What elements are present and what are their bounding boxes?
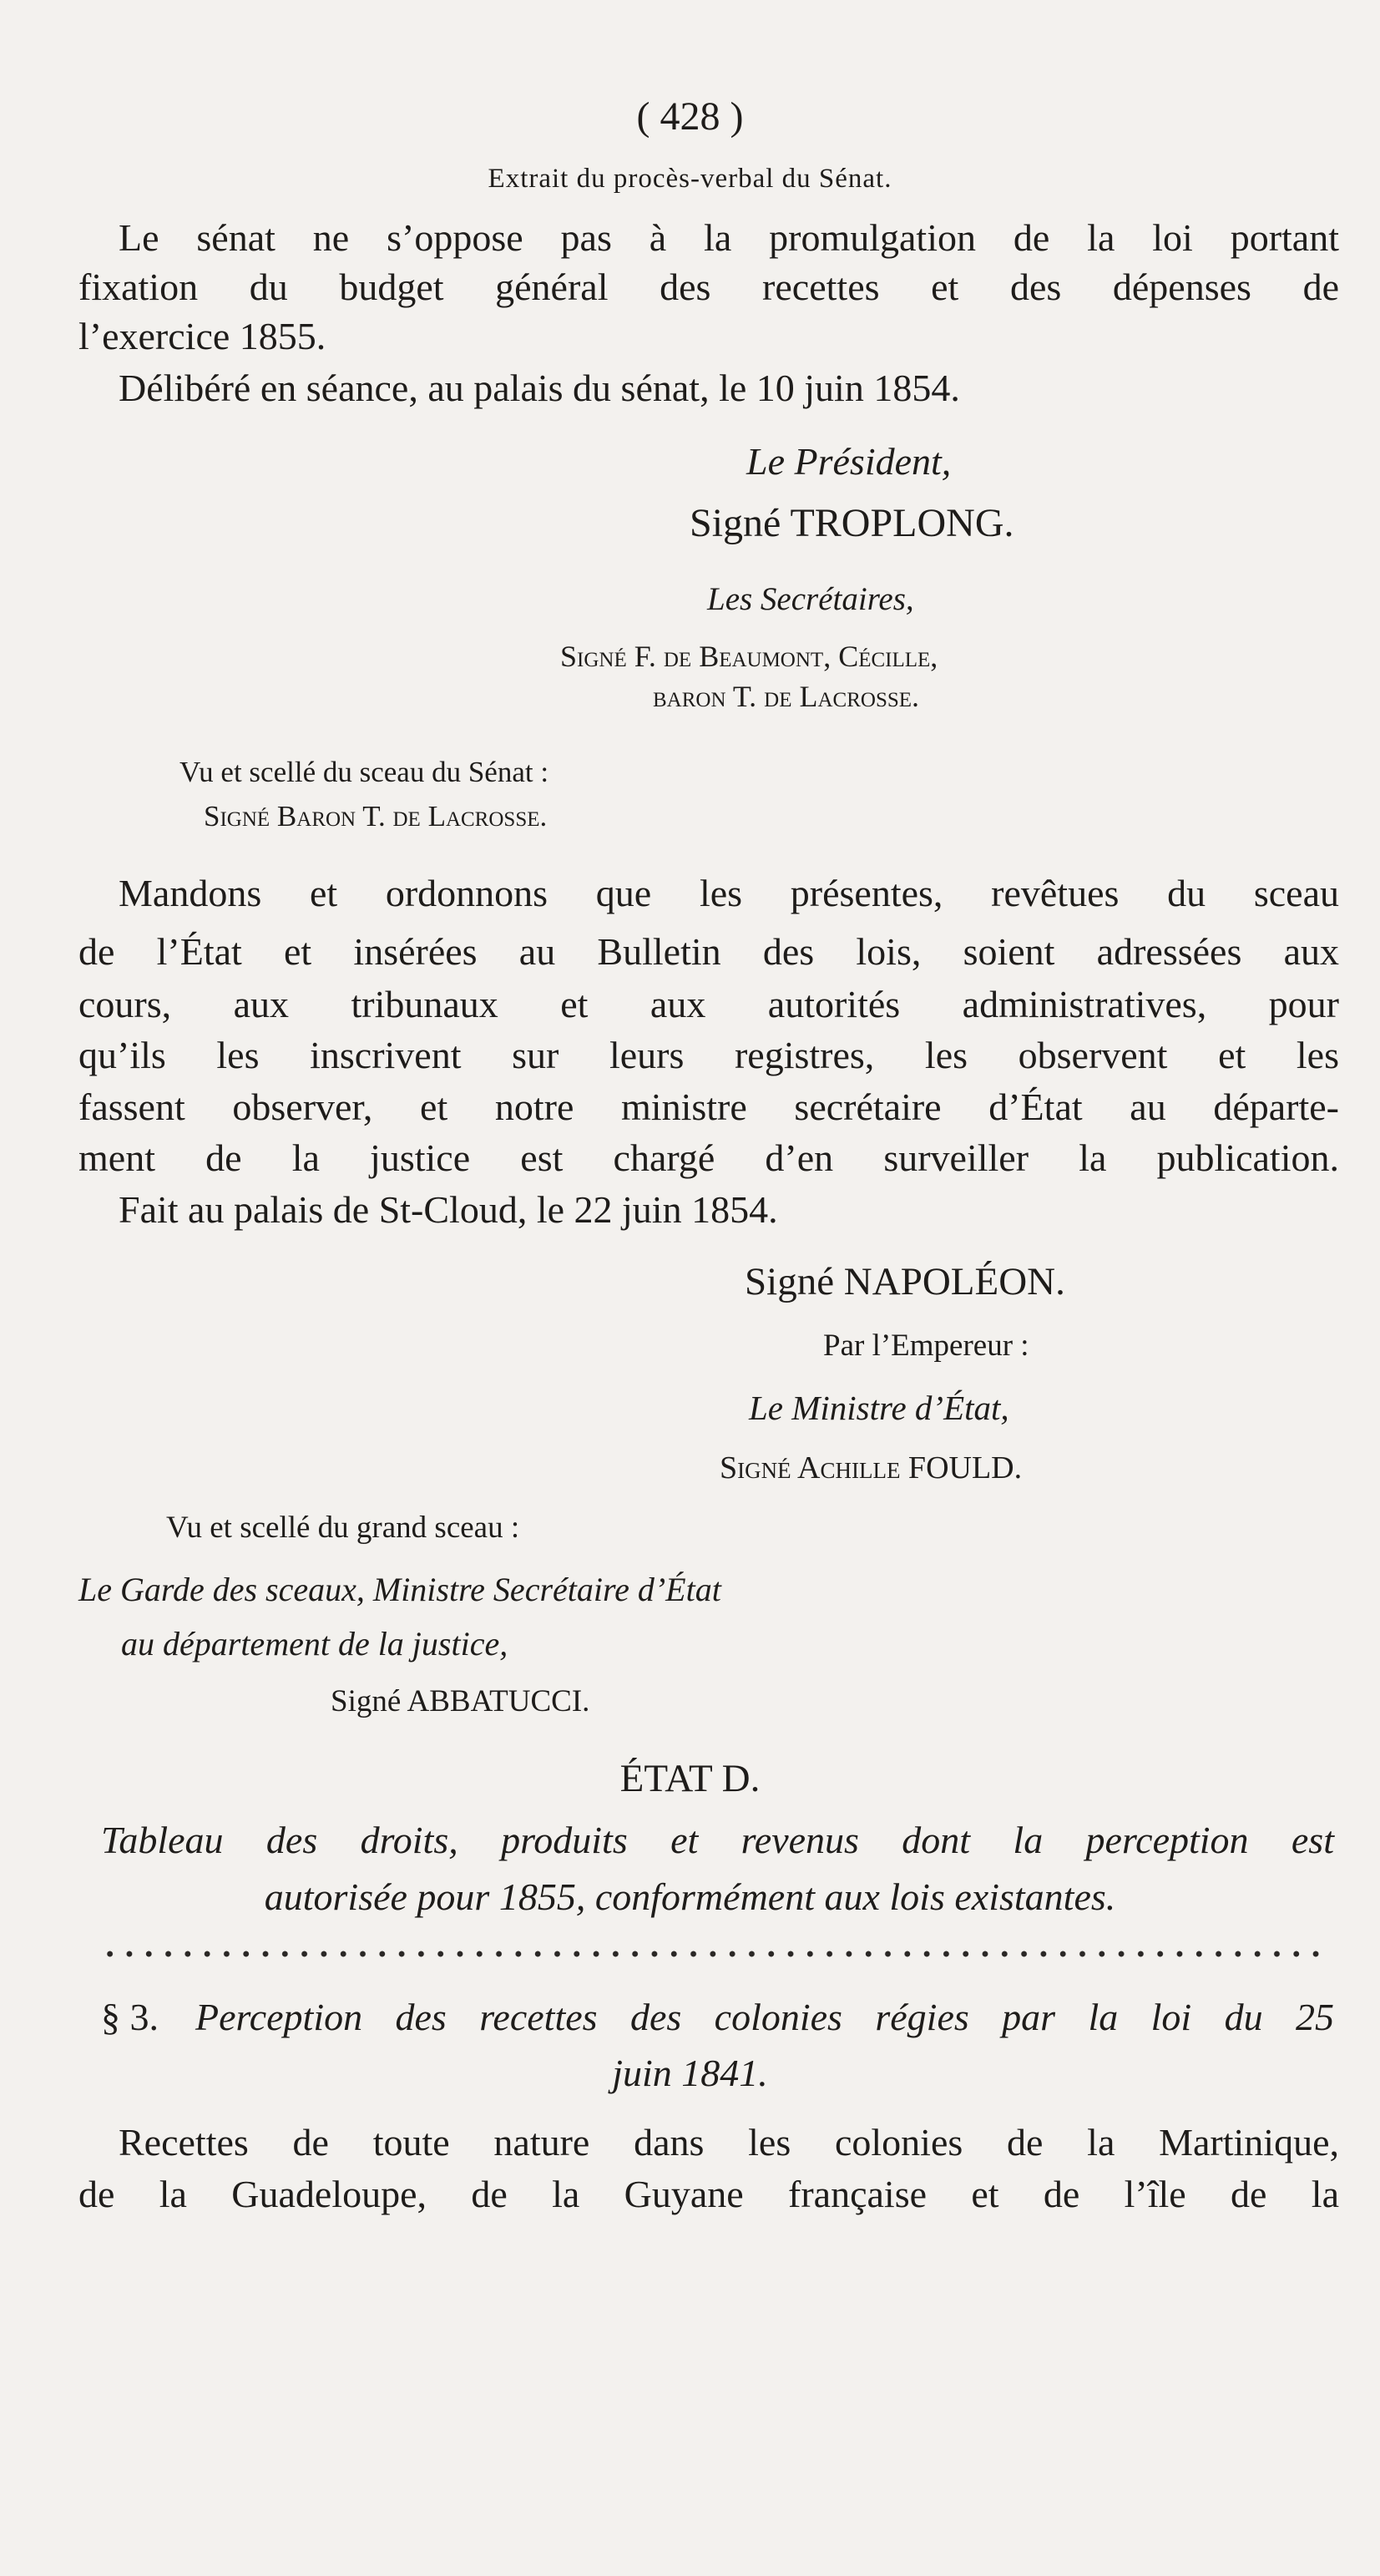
extract-title: Extrait du procès-verbal du Sénat.: [488, 164, 892, 194]
garde-des-sceaux-title-1: Le Garde des sceaux, Ministre Secrétaire d’État: [78, 1571, 721, 1608]
garde-des-sceaux-signature: Signé ABBATUCCI.: [331, 1684, 590, 1718]
section-number: § 3.: [101, 1996, 159, 2038]
president-signature: Signé TROPLONG.: [690, 501, 1014, 545]
senat-seal-signature: Signé Baron T. de Lacrosse.: [204, 800, 548, 833]
senat-seal-line: Vu et scellé du sceau du Sénat :: [179, 756, 549, 788]
fait-au-palais-line: Fait au palais de St-Cloud, le 22 juin 1854.: [119, 1188, 778, 1231]
text-line: Le sénat ne s’oppose pas à la promulgation de la loi portant: [119, 216, 1339, 259]
etat-heading: ÉTAT D.: [619, 1757, 761, 1800]
dotted-separator: [100, 1948, 1327, 1960]
emperor-signature: Signé NAPOLÉON.: [745, 1260, 1065, 1303]
page-number: ( 428 ): [636, 94, 744, 139]
deliberation-line: Délibéré en séance, au palais du sénat, le 10 juin 1854.: [119, 367, 960, 409]
president-title: Le Président,: [746, 440, 952, 483]
text-line: fixation du budget général des recettes et des dépenses de: [78, 266, 1339, 308]
grand-sceau-line: Vu et scellé du grand sceau :: [166, 1511, 520, 1545]
text-line: ment de la justice est chargé d’en surveiller la publication.: [78, 1136, 1339, 1179]
ministre-etat-title: Le Ministre d’État,: [749, 1389, 1009, 1427]
text-line: l’exercice 1855.: [78, 315, 326, 357]
text-line: de l’État et insérées au Bulletin des lois, soient adressées aux: [78, 930, 1339, 973]
text-line: Mandons et ordonnons que les présentes, revêtues du sceau: [119, 872, 1339, 914]
ministre-etat-signature: Signé Achille FOULD.: [720, 1450, 1023, 1485]
secretaries-signature-2: baron T. de Lacrosse.: [653, 680, 920, 713]
garde-des-sceaux-title-2: au département de la justice,: [121, 1625, 508, 1663]
text-line: Tableau des droits, produits et revenus dont la perception est: [101, 1819, 1334, 1861]
secretaries-title: Les Secrétaires,: [707, 581, 914, 617]
text-line: cours, aux tribunaux et aux autorités administratives, pour: [78, 983, 1339, 1025]
section-title-1: Perception des recettes des colonies régies par la loi du 25: [195, 1996, 1334, 2038]
section-title-2: juin 1841.: [612, 2052, 768, 2094]
text-line: de la Guadeloupe, de la Guyane française et de l’île de la: [78, 2173, 1339, 2215]
text-line: autorisée pour 1855, conformément aux lois existantes.: [264, 1875, 1116, 1918]
secretaries-signature-1: Signé F. de Beaumont, Cécille,: [560, 640, 938, 673]
text-line: Recettes de toute nature dans les colonies de la Martinique,: [119, 2121, 1339, 2164]
par-empereur-line: Par l’Empereur :: [823, 1328, 1029, 1363]
text-line: qu’ils les inscrivent sur leurs registres, les observent et les: [78, 1034, 1339, 1076]
text-line: fassent observer, et notre ministre secrétaire d’État au départe-: [78, 1086, 1339, 1128]
